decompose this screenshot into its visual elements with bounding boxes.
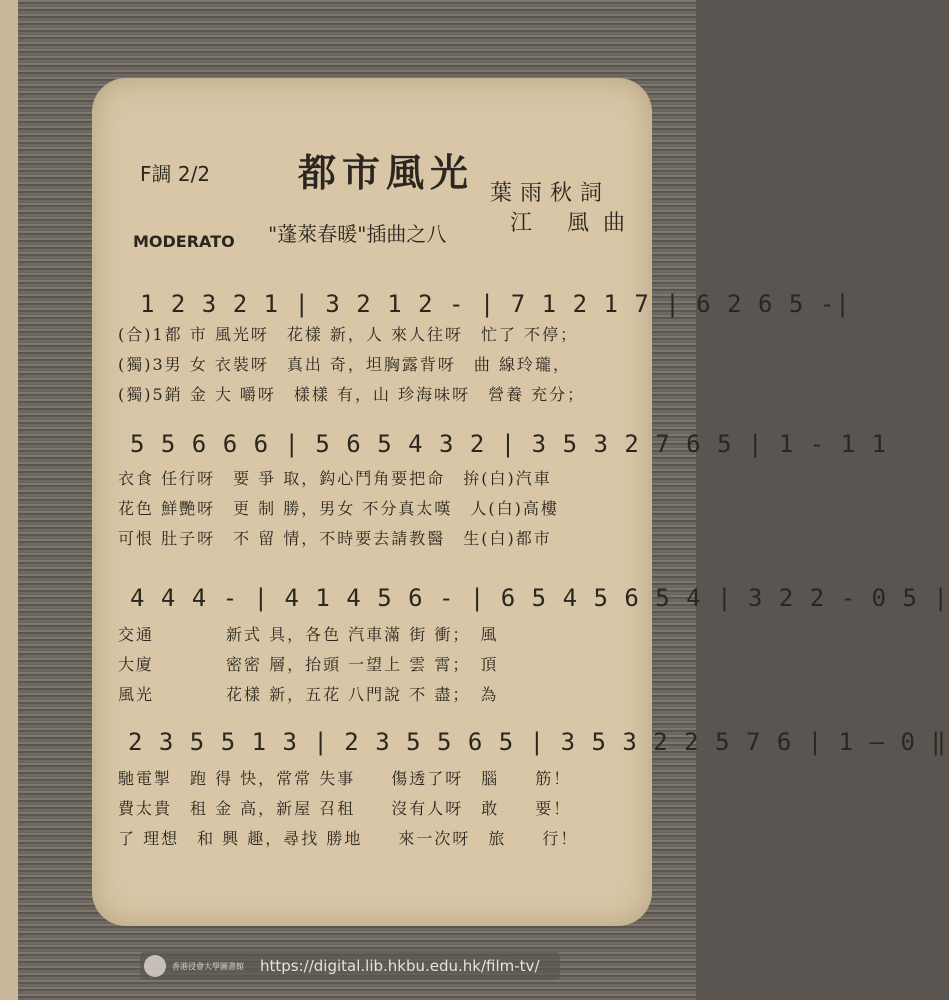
- staff-4-notes: 2 3 5 5 1 3 | 2 3 5 5 6 5 | 3 5 3 2 2 5 7 6 | 1 — 0 ‖: [128, 728, 947, 756]
- staff-2-notes: 5 5 6 6 6 | 5 6 5 4 3 2 | 3 5 3 2 7 6 5 | 1 - 1 1: [130, 430, 888, 458]
- key-signature: F調 2/2: [140, 162, 211, 186]
- staff-3-lyric-3: 風光 花樣 新，五花 八門說 不 盡； 為: [118, 685, 499, 704]
- archive-url: https://digital.lib.hkbu.edu.hk/film-tv/: [260, 957, 540, 975]
- page-edge: [0, 0, 18, 1000]
- staff-4-lyric-2: 費太貴 租 金 高，新屋 召租 沒有人呀 敢 要！: [118, 799, 572, 818]
- staff-1-notes: 1 2 3 2 1 | 3 2 1 2 - | 7 1 2 1 7 | 6 2 6 5 -|: [140, 290, 851, 318]
- staff-2-lyric-1: 衣食 任行呀 要 爭 取，鈎心鬥角要把命 拚(白)汽車: [118, 469, 552, 488]
- library-logo-text: 香港浸會大學圖書館: [172, 961, 244, 971]
- staff-1-lyric-3: (獨)5銷 金 大 嚼呀 樣樣 有，山 珍海味呀 營養 充分；: [118, 385, 586, 404]
- library-logo-icon: [144, 955, 166, 977]
- composer-credit: 江 風曲: [510, 211, 639, 236]
- staff-3-lyric-2: 大廈 密密 層，抬頭 一望上 雲 霄； 頂: [118, 655, 499, 674]
- staff-2-lyric-2: 花色 鮮艷呀 更 制 勝，男女 不分真太嘆 人(白)高樓: [118, 499, 559, 518]
- staff-1-lyric-1: (合)1都 市 風光呀 花樣 新，人 來人往呀 忙了 不停；: [118, 325, 579, 344]
- staff-4-lyric-1: 馳電掣 跑 得 快，常常 失事 傷透了呀 腦 筋！: [118, 769, 572, 788]
- lyricist-credit: 葉雨秋詞: [490, 181, 611, 206]
- library-watermark: [140, 952, 560, 980]
- staff-4-lyric-3: 了 理想 和 興 趣，尋找 勝地 來一次呀 旅 行！: [118, 829, 579, 848]
- staff-1-lyric-2: (獨)3男 女 衣裝呀 真出 奇，坦胸露背呀 曲 線玲瓏，: [118, 355, 572, 374]
- staff-3-lyric-1: 交通 新式 具，各色 汽車滿 街 衝； 風: [118, 625, 499, 644]
- tempo-marking: MODERATO: [133, 232, 235, 251]
- staff-2-lyric-3: 可恨 肚子呀 不 留 情，不時要去請教醫 生(白)都市: [118, 529, 552, 548]
- film-note: "蓬萊春暖"插曲之八: [268, 222, 447, 246]
- staff-3-notes: 4 4 4 - | 4 1 4 5 6 - | 6 5 4 5 6 5 4 | 3 2 2 - 0 5 |: [130, 584, 949, 612]
- song-title: 都市風光: [298, 150, 475, 195]
